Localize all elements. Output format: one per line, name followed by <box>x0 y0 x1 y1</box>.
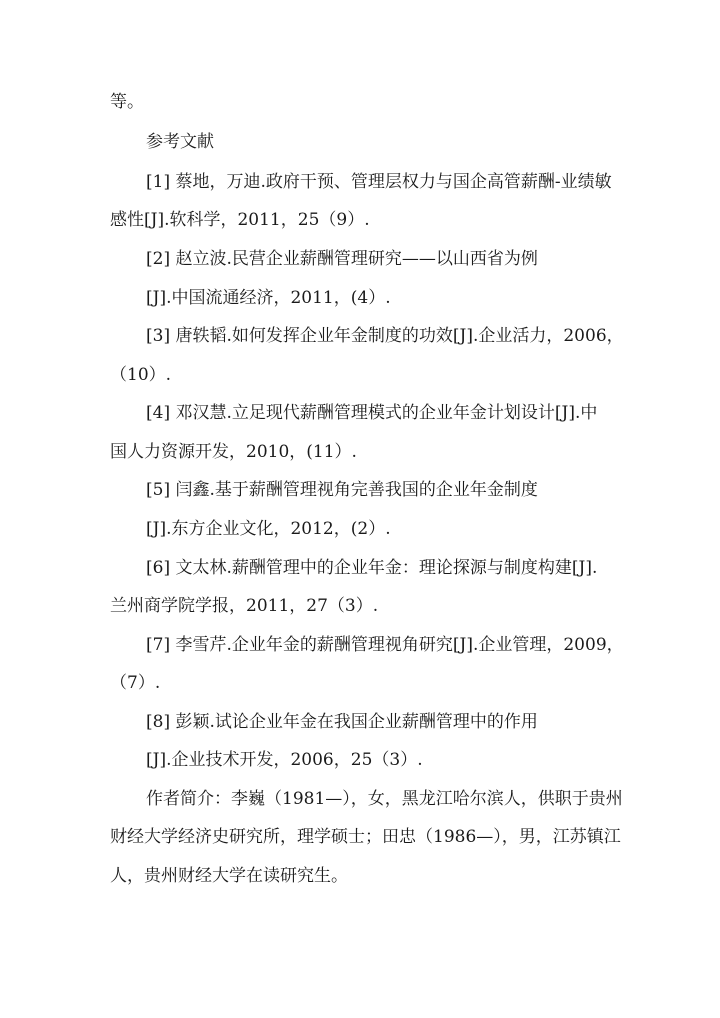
author-bio-line-1: 作者简介：李巍（1981—），女，黑龙江哈尔滨人，供职于贵州 <box>146 789 623 809</box>
reference-7-line-1: [7] 李雪芹.企业年金的薪酬管理视角研究[J].企业管理，2009， <box>146 635 624 655</box>
references-heading: 参考文献 <box>146 132 214 152</box>
reference-3-line-2: （10）. <box>110 365 172 385</box>
reference-6-line-2: 兰州商学院学报，2011，27（3）. <box>110 596 379 616</box>
reference-4-line-2: 国人力资源开发，2010，(11）. <box>110 442 357 462</box>
reference-1-line-2: 感性[J].软科学，2011，25（9）. <box>110 210 370 230</box>
reference-2-line-2: [J].中国流通经济，2011，(4）. <box>146 288 391 308</box>
reference-5-line-1: [5] 闫鑫.基于薪酬管理视角完善我国的企业年金制度 <box>146 480 538 500</box>
reference-2-line-1: [2] 赵立波.民营企业薪酬管理研究——以山西省为例 <box>146 249 538 269</box>
reference-5-line-2: [J].东方企业文化，2012，(2）. <box>146 519 391 539</box>
text-line-continuation: 等。 <box>110 92 144 112</box>
reference-3-line-1: [3] 唐轶韬.如何发挥企业年金制度的功效[J].企业活力，2006， <box>146 326 624 346</box>
reference-4-line-1: [4] 邓汉慧.立足现代薪酬管理模式的企业年金计划设计[J].中 <box>146 403 598 423</box>
reference-6-line-1: [6] 文太林.薪酬管理中的企业年金：理论探源与制度构建[J]. <box>146 558 598 578</box>
reference-8-line-2: [J].企业技术开发，2006，25（3）. <box>146 750 423 770</box>
reference-7-line-2: （7）. <box>110 673 161 693</box>
author-bio-line-3: 人，贵州财经大学在读研究生。 <box>110 866 348 886</box>
author-bio-line-2: 财经大学经济史研究所，理学硕士；田忠（1986—），男，江苏镇江 <box>110 827 621 847</box>
reference-8-line-1: [8] 彭颖.试论企业年金在我国企业薪酬管理中的作用 <box>146 712 538 732</box>
reference-1-line-1: [1] 蔡地，万迪.政府干预、管理层权力与国企高管薪酬-业绩敏 <box>146 172 612 192</box>
